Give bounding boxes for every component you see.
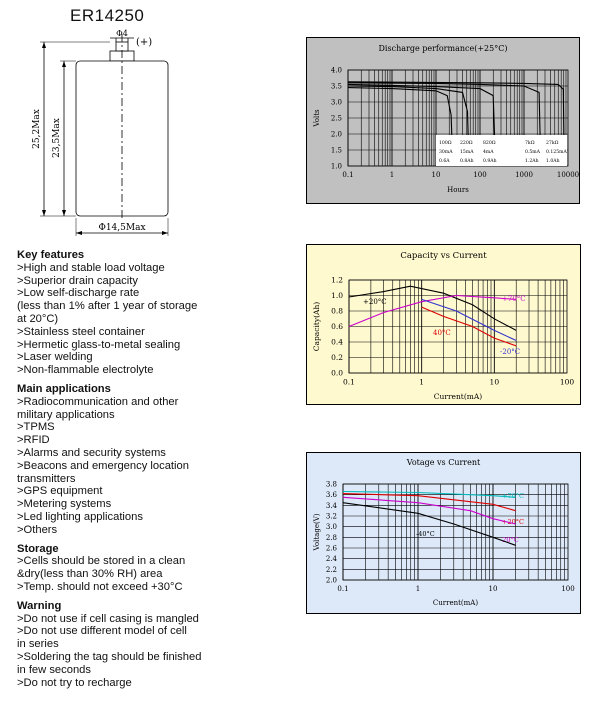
series-label: +70°C [502, 295, 526, 303]
section-item: >High and stable load voltage [17, 261, 165, 274]
y-tick-label: 2.4 [325, 555, 337, 564]
section-item: >Alarms and security systems [17, 446, 166, 459]
section-item: >RFID [17, 434, 50, 447]
legend-cell: 0.6A [439, 159, 450, 164]
section-item: transmitters [17, 472, 76, 485]
section-item: >Cells should be stored in a clean [17, 555, 186, 568]
section-item: >GPS equipment [17, 485, 103, 498]
section-item: >Low self-discharge rate [17, 287, 140, 300]
y-tick-label: 4.0 [330, 66, 342, 75]
section-item: (less than 1% after 1 year of storage [17, 300, 198, 313]
y-tick-label: 3.4 [325, 501, 337, 510]
section-item: >Others [17, 523, 58, 536]
pin-dimension-label: Φ4 [116, 29, 128, 38]
section-heading: Warning [17, 599, 62, 612]
y-tick-label: 3.6 [325, 491, 337, 500]
section-item: >Led lighting applications [17, 510, 143, 523]
legend-cell: 1.2Ah [525, 159, 539, 164]
y-tick-label: 1.0 [330, 162, 342, 171]
voltage-vs-current-chart [306, 452, 581, 614]
x-tick-label: 10000 [556, 171, 580, 179]
section-item: >Soldering the tag should be finished [17, 650, 202, 663]
y-tick-label: 2.0 [330, 130, 342, 139]
discharge-legend-table [436, 135, 568, 166]
capacity-vs-current-chart [306, 244, 581, 405]
section-item: >Radiocommunication and other [17, 395, 179, 408]
section-heading: Key features [17, 249, 85, 261]
section-item: >Metering systems [17, 498, 112, 511]
x-tick-label: 1 [415, 585, 421, 593]
y-tick-label: 1.2 [331, 275, 343, 285]
chart-title: Capacity vs Current [400, 251, 487, 261]
x-tick-label: 0.1 [342, 171, 354, 179]
section-heading: Main applications [17, 382, 111, 395]
x-tick-label: 0.1 [343, 377, 355, 387]
legend-cell: 0.125mA [546, 150, 567, 155]
x-tick-label: 1000 [515, 171, 533, 179]
y-axis-label: Capacity(Ah) [312, 301, 321, 352]
chart-title: Discharge performance(+25°C) [378, 44, 508, 53]
x-tick-label: 10 [431, 171, 441, 179]
y-tick-label: 1.0 [331, 291, 343, 300]
page-title: ER14250 [70, 6, 145, 25]
x-tick-label: 100 [561, 585, 575, 593]
y-tick-label: 0.0 [331, 368, 343, 378]
y-tick-label: 3.5 [330, 82, 342, 91]
section-item: in few seconds [17, 663, 92, 676]
x-tick-label: 100 [559, 377, 575, 387]
diameter-label: Φ14,5Max [98, 223, 146, 233]
cell-dimension-drawing [0, 28, 300, 243]
section-item: >Hermetic glass-to-metal sealing [17, 338, 181, 351]
y-tick-label: 1.5 [330, 146, 342, 155]
section-item: in series [17, 638, 59, 651]
section-item: >Laser welding [17, 351, 93, 364]
series-label: -40°C [416, 530, 435, 538]
legend-cell: 0.8Ah [460, 159, 474, 164]
y-tick-label: 2.6 [325, 544, 337, 553]
discharge-performance-chart [306, 37, 580, 204]
section-item: >Beacons and emergency location [17, 459, 189, 472]
legend-cell: 0.5mA [525, 150, 540, 155]
polarity-label: (+) [136, 37, 153, 48]
series-label: -20°C [500, 536, 519, 544]
section-item: >Temp. should not exceed +30°C [17, 580, 183, 593]
y-tick-label: 0.6 [331, 322, 343, 331]
legend-cell: 30mA [439, 150, 453, 155]
legend-cell: 820Ω [483, 141, 496, 146]
x-tick-label: 0.1 [337, 585, 349, 593]
section-item: >Do not try to recharge [17, 676, 132, 689]
series-label: -20°C [500, 348, 521, 356]
section-item: military applications [17, 408, 115, 421]
series-label: 40°C [433, 329, 451, 337]
x-axis-label: Current(mA) [433, 392, 483, 401]
y-tick-label: 0.4 [331, 337, 343, 347]
specification-text [17, 249, 307, 689]
y-tick-label: 3.2 [325, 512, 337, 521]
y-tick-label: 3.8 [325, 480, 337, 489]
legend-cell: 0.9Ah [483, 159, 497, 164]
section-item: >Superior drain capacity [17, 274, 138, 287]
legend-cell: 1.0Ah [546, 159, 560, 164]
legend-cell: 7kΩ [525, 141, 535, 146]
section-heading: Storage [17, 542, 59, 555]
x-tick-label: 10 [489, 377, 500, 387]
y-tick-label: 2.0 [325, 576, 337, 585]
y-tick-label: 0.2 [331, 353, 343, 362]
x-axis-label: Current(mA) [432, 599, 479, 607]
y-tick-label: 2.8 [325, 533, 337, 542]
legend-cell: 100Ω [439, 141, 452, 146]
y-axis-label: Volts [313, 109, 321, 127]
chart-title: Votage vs Current [406, 458, 481, 467]
y-tick-label: 0.8 [331, 306, 343, 316]
x-axis-label: Hours [447, 186, 469, 194]
series-label: +20°C [363, 298, 387, 306]
y-tick-label: 2.2 [325, 565, 337, 574]
height-max-label: 25,2Max [32, 109, 42, 149]
height-body-label: 23,5Max [52, 118, 62, 158]
section-item: &dry(less than 30% RH) area [17, 568, 163, 581]
legend-cell: 4mA [483, 150, 494, 155]
section-item: at 20°C) [17, 312, 59, 325]
x-tick-label: 1 [419, 377, 425, 387]
section-item: >Non-flammable electrolyte [17, 364, 154, 377]
legend-cell: 15mA [460, 150, 474, 155]
y-tick-label: 3.0 [330, 98, 342, 107]
y-tick-label: 3.0 [325, 523, 337, 532]
legend-cell: 27kΩ [546, 141, 559, 146]
section-item: >Do not use different model of cell [17, 625, 187, 638]
series-label: +20°C [502, 518, 524, 526]
x-tick-label: 10 [488, 585, 498, 593]
y-tick-label: 2.5 [330, 114, 342, 123]
section-item: >Do not use if cell casing is mangled [17, 612, 199, 625]
x-tick-label: 1 [389, 171, 395, 179]
y-axis-label: Voltage(V) [313, 513, 321, 551]
legend-cell: 220Ω [460, 141, 473, 146]
section-item: >TPMS [17, 421, 55, 434]
x-tick-label: 100 [473, 171, 487, 179]
section-item: >Stainless steel container [17, 325, 145, 338]
series-label: +70°C [502, 492, 524, 500]
